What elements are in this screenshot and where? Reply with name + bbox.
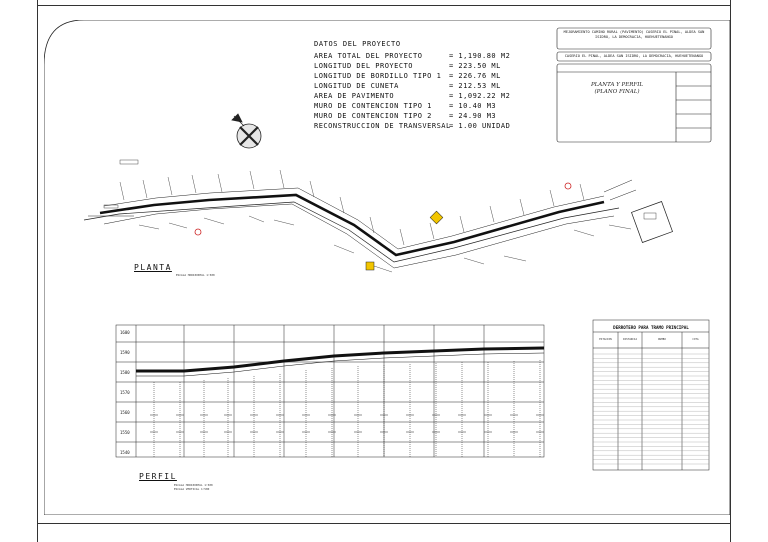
frame-bottom-line xyxy=(37,523,731,524)
derrotero-table-rows xyxy=(593,354,709,464)
planta-alignment xyxy=(84,170,673,272)
elevation-label: 1590 xyxy=(120,350,130,355)
frame-right-line xyxy=(730,0,731,542)
project-name: MEJORAMIENTO CAMINO RURAL (PAVIMENTO) CASERIO EL PINAL, ALDEA SAN ISIDRO, LA DEMOCRACIA, HUEHUETENANGO xyxy=(563,30,705,39)
datos-line xyxy=(314,52,511,60)
derrotero-title: DERROTERO PARA TRAMO PRINCIPAL xyxy=(613,325,689,330)
derrotero-col-rumbo: RUMBO xyxy=(658,338,666,341)
datos-line-value: = 212.53 ML xyxy=(449,82,501,90)
derrotero-col-estacion: ESTACION xyxy=(599,338,612,341)
datos-line xyxy=(314,92,511,100)
planta-scale: ESCALA HORIZONTAL 1:500 xyxy=(176,273,215,277)
sheet-title-plano-final: (PLANO FINAL) xyxy=(594,89,640,95)
elevation-label: 1560 xyxy=(120,410,130,415)
datos-line-label: RECONSTRUCCION DE TRANSVERSAL xyxy=(314,122,451,130)
datos-line-label: AREA DE PAVIMENTO xyxy=(314,92,395,100)
datos-line-label: AREA TOTAL DEL PROYECTO xyxy=(314,52,423,60)
elevation-label: 1600 xyxy=(120,330,130,335)
datos-line-value: = 1.00 UNIDAD xyxy=(449,122,511,130)
datos-line-label: MURO DE CONTENCION TIPO 2 xyxy=(314,112,432,120)
sheet-title-planta-perfil: PLANTA Y PERFIL xyxy=(590,82,644,88)
derrotero-col-cota: COTA xyxy=(692,338,699,341)
elevation-label: 1550 xyxy=(120,430,130,435)
project-location: CASERIO EL PINAL, ALDEA SAN ISIDRO, LA DEMOCRACIA, HUEHUETENANGO xyxy=(564,54,704,58)
datos-line-value: = 226.76 ML xyxy=(449,72,501,80)
perfil-scale-horizontal: ESCALA HORIZONTAL 1:500 xyxy=(174,483,213,487)
perfil-station-markers xyxy=(150,360,544,457)
datos-line xyxy=(314,112,497,120)
elevation-label: 1580 xyxy=(120,370,130,375)
datos-line xyxy=(314,72,501,80)
datos-line-value: = 1,092.22 M2 xyxy=(449,92,511,100)
planta-title: PLANTA xyxy=(134,263,172,272)
datos-line xyxy=(314,82,501,90)
datos-line-label: LONGITUD DEL PROYECTO xyxy=(314,62,414,70)
datos-title: DATOS DEL PROYECTO xyxy=(314,40,401,48)
derrotero-col-distancia: DISTANCIA xyxy=(622,338,638,341)
datos-line xyxy=(314,102,497,110)
frame-left-line xyxy=(37,0,38,542)
datos-line-label: LONGITUD DE CUNETA xyxy=(314,82,399,90)
datos-line-label: LONGITUD DE BORDILLO TIPO 1 xyxy=(314,72,442,80)
datos-line-value: = 24.90 M3 xyxy=(449,112,497,120)
frame-top-line xyxy=(37,5,731,6)
elevation-label: 1540 xyxy=(120,450,130,455)
elevation-label: 1570 xyxy=(120,390,130,395)
drawing-sheet xyxy=(44,20,730,515)
datos-line-value: = 223.50 ML xyxy=(449,62,501,70)
perfil-title: PERFIL xyxy=(139,472,177,481)
north-arrow-icon xyxy=(232,114,261,148)
derrotero-table-outline xyxy=(593,320,709,470)
datos-line-label: MURO DE CONTENCION TIPO 1 xyxy=(314,102,432,110)
datos-line xyxy=(314,122,511,130)
datos-line xyxy=(314,62,501,70)
datos-line-value: = 10.40 M3 xyxy=(449,102,497,110)
datos-line-value: = 1,190.80 M2 xyxy=(449,52,511,60)
perfil-scale-vertical: ESCALA VERTICAL 1:500 xyxy=(174,487,210,491)
